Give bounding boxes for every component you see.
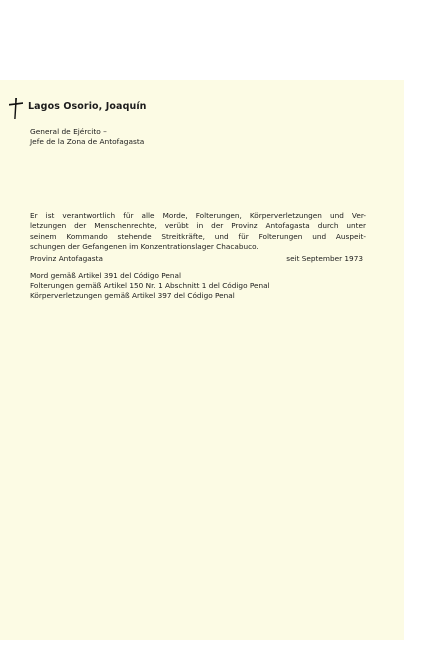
article-line-2: Folterungen gemäß Artikel 150 Nr. 1 Abschnitt 1 del Código Penal — [30, 281, 270, 291]
paragraph-line-2: letzungen der Menschenrechte, verübt in der Provinz Antofagasta durch unter — [30, 221, 366, 231]
article-line-1: Mord gemäß Artikel 391 del Código Penal — [30, 271, 181, 280]
cross-icon — [8, 96, 24, 120]
place-date-row — [30, 254, 363, 264]
since-label: seit September 1973 — [286, 254, 363, 263]
place-label: Provinz Antofagasta — [30, 254, 103, 263]
paragraph-line-4: schungen der Gefangenen im Konzentrationslager Chacabuco. — [30, 242, 259, 252]
document-page — [0, 80, 404, 640]
rank-block — [30, 127, 144, 147]
paragraph-line-1: Er ist verantwortlich für alle Morde, Folterungen, Körperverletzungen und Ver- — [30, 211, 366, 220]
accusation-paragraph — [30, 211, 366, 253]
article-line-3: Körperverletzungen gemäß Artikel 397 del Código Penal — [30, 291, 235, 301]
paragraph-line-3: seinem Kommando stehende Streitkräfte, und für Folterungen und Auspeit- — [30, 231, 366, 241]
legal-articles — [30, 271, 270, 302]
person-name: Lagos Osorio, Joaquín — [28, 101, 147, 112]
rank-line-2: Jefe de la Zona de Antofagasta — [30, 137, 145, 146]
rank-line-1: General de Ejército – — [30, 127, 107, 136]
